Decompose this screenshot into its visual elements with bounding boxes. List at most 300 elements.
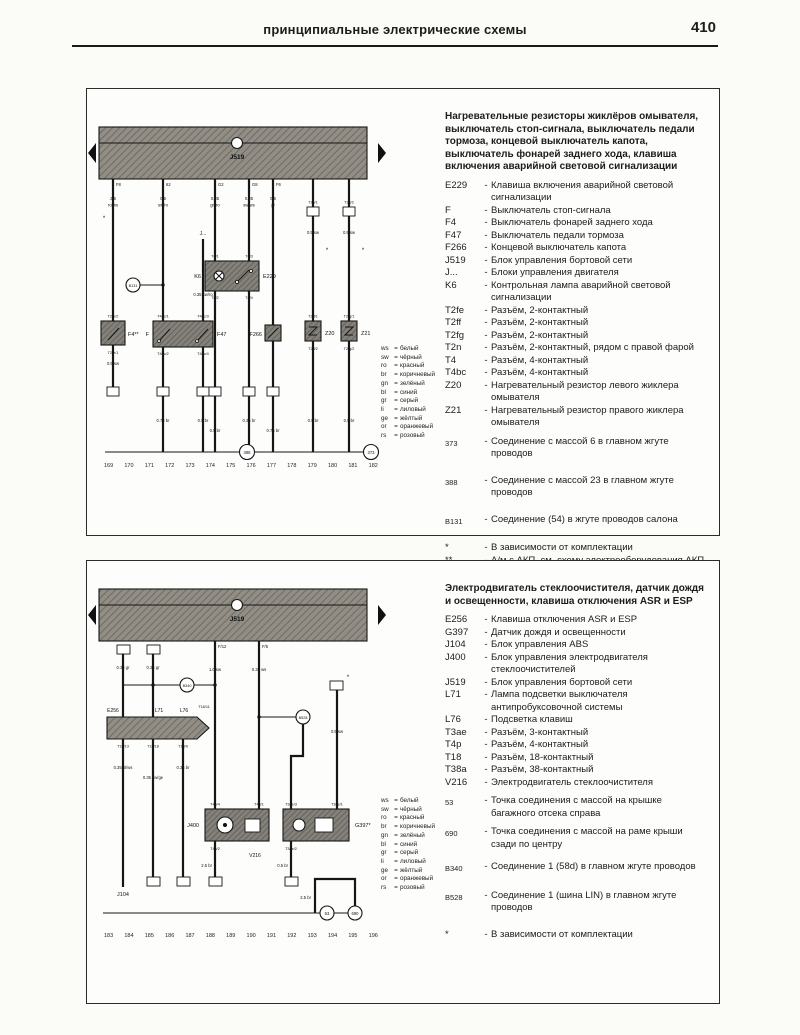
track-number: 169	[104, 463, 114, 469]
dash: -	[484, 626, 488, 638]
component-description: Разъём, 38-контактный	[491, 764, 594, 775]
svg-text:0.35 br: 0.35 br	[176, 765, 190, 770]
legend-row: B528 - Соединение 1 (шина LIN) в главном жгуте проводов	[445, 889, 677, 913]
svg-text:0.5 br: 0.5 br	[197, 418, 209, 423]
dash: -	[484, 317, 488, 328]
component-label-f: F	[145, 332, 149, 338]
legend-items	[445, 614, 707, 789]
color-abbr: gr	[381, 397, 387, 405]
component-code: F266	[445, 242, 467, 253]
legend-row	[445, 639, 707, 652]
component-z20	[305, 315, 334, 352]
component-code: E256	[445, 614, 468, 625]
svg-text:53: 53	[324, 911, 330, 916]
continuation-arrow-right-icon	[378, 605, 386, 625]
legend-row: * - В зависимости от комплектации	[445, 542, 633, 553]
equals: =	[394, 814, 398, 822]
wire-color-row	[381, 797, 443, 806]
track-number: 171	[144, 463, 154, 469]
pin-label: F6	[276, 182, 281, 187]
svg-text:0.35: 0.35	[244, 196, 254, 201]
wire-color-row	[381, 362, 443, 371]
color-abbr: bl	[381, 840, 386, 848]
track-number: 188	[205, 933, 215, 939]
wire-gauge-label: 0.5 sw	[106, 361, 120, 366]
svg-text:T18/13: T18/13	[117, 744, 129, 749]
svg-text:T4/4: T4/4	[245, 296, 253, 300]
component-label-j104: J104	[117, 892, 129, 898]
track-number: 190	[246, 933, 256, 939]
component-code: T18	[445, 751, 462, 763]
component-label-e256: E256	[107, 708, 119, 714]
color-abbr: li	[381, 857, 384, 865]
bus-label: J519	[229, 616, 245, 623]
svg-text:2.5 br: 2.5 br	[300, 895, 311, 900]
dash: -	[484, 776, 488, 788]
color-name: чёрный	[400, 353, 422, 361]
track-number: 181	[348, 463, 358, 469]
component-label-e229: E229	[263, 274, 276, 280]
legend-row	[445, 255, 707, 268]
track-number: 179	[307, 463, 317, 469]
dash: -	[484, 217, 488, 228]
component-code: K6	[445, 279, 457, 291]
color-abbr: gn	[381, 379, 389, 387]
component-code: T2fe	[445, 304, 465, 316]
dash: -	[484, 726, 488, 738]
component-code: E229	[445, 179, 468, 191]
color-name: жёлтый	[400, 866, 423, 874]
color-abbr: rs	[381, 884, 387, 892]
legend-row	[445, 689, 707, 714]
legend-row	[445, 727, 707, 740]
component-description: Концевой выключатель капота	[491, 242, 627, 253]
component-code: J400	[445, 651, 466, 663]
dash: -	[484, 614, 488, 625]
component-label-k6: K6	[194, 274, 201, 280]
svg-text:T2fg/2: T2fg/2	[343, 347, 355, 351]
star-mark: *	[361, 248, 365, 254]
sensor-icon	[293, 819, 305, 831]
svg-text:gr: gr	[271, 202, 275, 208]
component-description: Выключатель стоп-сигнала	[491, 204, 611, 216]
legend-row	[445, 405, 707, 430]
legend-row: B340 - Соединение 1 (58d) в главном жгуте проводов	[445, 861, 696, 873]
pin-label: G8	[252, 182, 258, 187]
svg-text:T2n/2: T2n/2	[344, 200, 354, 205]
equals: =	[394, 379, 398, 387]
header-divider	[72, 45, 718, 47]
svg-text:T2fe/1: T2fe/1	[107, 351, 119, 355]
svg-text:690: 690	[351, 911, 359, 916]
component-code: Z20	[445, 379, 462, 391]
legend-row: 690 - Точка соединения с массой на раме крыши сзади по центру	[445, 826, 683, 850]
pin-label: T18/11	[198, 705, 210, 709]
component-label-l76: L76	[179, 708, 189, 714]
svg-text:0.35 sw/ge: 0.35 sw/ge	[142, 775, 164, 780]
dash: -	[484, 764, 488, 775]
color-abbr: bl	[381, 388, 386, 396]
connector-t2n	[307, 201, 365, 255]
component-description: Разъём, 4-контактный	[491, 739, 589, 750]
component-code: V216	[445, 776, 468, 788]
svg-text:T4/1: T4/1	[211, 254, 219, 259]
component-label-f4: F4**	[128, 332, 139, 338]
svg-text:sw/ws: sw/ws	[243, 202, 255, 208]
svg-text:T4p/1: T4p/1	[254, 802, 264, 807]
component-code: T2n	[445, 342, 462, 353]
component-code: L71	[445, 689, 461, 700]
svg-text:0.5 br: 0.5 br	[343, 418, 355, 423]
continuation-arrow-left-icon	[88, 143, 96, 163]
track-number: 176	[246, 463, 256, 469]
component-description: Нагревательный резистор правого жиклера омывателя	[491, 404, 684, 428]
track-number: 187	[185, 933, 195, 939]
track-number-row	[104, 933, 378, 939]
wire-color-row	[381, 345, 443, 354]
svg-text:sw/ro: sw/ro	[157, 202, 169, 208]
star-mark: *	[325, 248, 329, 254]
component-description: Нагревательный резистор левого жиклера омывателя	[491, 379, 679, 403]
dash: -	[484, 342, 488, 353]
legend-row	[445, 230, 707, 243]
component-g397	[283, 803, 371, 852]
busbar-j519	[88, 589, 386, 641]
component-description: Блоки управления двигателя	[491, 267, 619, 278]
component-description: Клавиша отключения ASR и ESP	[491, 614, 638, 625]
track-number: 196	[368, 933, 378, 939]
svg-text:0.35 ws: 0.35 ws	[251, 667, 267, 672]
component-description: Контрольная лампа аварийной световой сигнализации	[491, 279, 671, 303]
color-abbr: ge	[381, 414, 389, 422]
track-number: 185	[144, 933, 154, 939]
component-description: Блок управления ABS	[491, 639, 589, 650]
color-abbr: ws	[381, 345, 389, 352]
track-number: 193	[307, 933, 317, 939]
engine-cu-label: J...	[199, 231, 207, 237]
component-description: Блок управления бортовой сети	[491, 676, 633, 688]
track-number: 178	[287, 463, 297, 469]
svg-text:0.5 br: 0.5 br	[209, 428, 221, 433]
svg-text:0.5 sw: 0.5 sw	[342, 230, 356, 235]
component-description: Разъём, 3-контактный	[491, 726, 589, 738]
equals: =	[394, 866, 398, 874]
svg-text:0.5 sw: 0.5 sw	[330, 729, 344, 734]
busbar-j519	[88, 127, 386, 179]
track-number: 175	[226, 463, 236, 469]
component-code: Z21	[445, 404, 462, 416]
dash: -	[484, 676, 488, 688]
svg-text:T4p/4: T4p/4	[210, 802, 220, 807]
page-header	[72, 14, 718, 44]
component-description: Выключатель фонарей заднего хода	[491, 217, 653, 228]
diagram-panel-washer-heaters	[86, 88, 720, 553]
continuation-arrow-left-icon	[88, 605, 96, 625]
wire-gauge-labels-top	[103, 196, 277, 222]
component-j400-v216	[187, 803, 269, 860]
component-code: T2ff	[445, 317, 462, 328]
legend-row	[445, 627, 707, 640]
legend-row	[445, 280, 707, 305]
component-description: Разъём, 2-контактный	[491, 329, 589, 341]
equals: =	[394, 414, 398, 422]
svg-text:B131: B131	[128, 283, 138, 288]
color-name: чёрный	[400, 805, 422, 813]
legend-row	[445, 714, 707, 727]
track-number: 189	[226, 933, 236, 939]
svg-text:T2ff/2: T2ff/2	[308, 347, 318, 351]
dash: -	[484, 254, 488, 266]
component-code: F4	[445, 217, 457, 228]
component-description: Лампа подсветки выключателя антипробуксовочной системы	[491, 689, 628, 713]
svg-text:T4bc/2: T4bc/2	[157, 352, 169, 356]
color-name: синий	[400, 840, 418, 848]
component-label-f47: F47	[217, 332, 227, 338]
svg-text:T3ae/1: T3ae/1	[331, 802, 343, 807]
svg-text:0.5 br: 0.5 br	[307, 418, 319, 423]
equals: =	[394, 884, 398, 892]
track-number: 182	[368, 463, 378, 469]
equals: =	[394, 840, 398, 848]
equals: =	[394, 371, 398, 379]
dash: -	[484, 204, 488, 216]
component-code: L76	[445, 714, 461, 725]
svg-text:0.35 gr: 0.35 gr	[146, 665, 160, 670]
dash: -	[484, 639, 488, 650]
svg-text:B528: B528	[298, 716, 308, 720]
wire-color-row	[381, 371, 443, 380]
color-name: коричневый	[400, 371, 435, 379]
svg-text:gn/ro: gn/ro	[210, 202, 220, 208]
component-label-l71: L71	[154, 708, 164, 714]
track-number: 180	[327, 463, 338, 469]
svg-text:T3ae/3: T3ae/3	[285, 802, 297, 807]
dash: -	[484, 304, 488, 316]
component-code: T4bc	[445, 367, 467, 378]
legend-row	[445, 217, 707, 230]
color-abbr: or	[381, 875, 387, 883]
legend-row	[445, 764, 707, 777]
dash: -	[484, 367, 488, 378]
color-name: красный	[400, 362, 425, 370]
color-name: зелёный	[400, 379, 425, 387]
track-number: 170	[124, 463, 134, 469]
legend-row	[445, 614, 707, 627]
legend-row	[445, 342, 707, 355]
wire-color-row	[381, 841, 443, 850]
component-description: Разъём, 4-контактный	[491, 354, 589, 366]
component-label-j400: J400	[187, 823, 199, 829]
wires	[123, 641, 337, 887]
equals: =	[394, 362, 398, 370]
panel1-legend	[445, 111, 707, 567]
color-abbr: or	[381, 423, 387, 431]
component-code: T4p	[445, 739, 462, 750]
color-name: жёлтый	[400, 414, 423, 422]
legend-row	[445, 652, 707, 677]
svg-text:0.5 sw: 0.5 sw	[306, 230, 320, 235]
svg-text:T18/18: T18/18	[147, 744, 159, 749]
bus-terminal-icon	[232, 600, 243, 611]
equals: =	[394, 823, 398, 831]
color-abbr: rs	[381, 432, 387, 440]
color-abbr: ws	[381, 797, 389, 804]
component-code: J519	[445, 254, 466, 266]
svg-text:2.5: 2.5	[110, 196, 116, 201]
ground-rail	[103, 879, 362, 920]
dash: -	[484, 279, 488, 291]
equals: =	[394, 805, 398, 813]
component-label-z21: Z21	[361, 331, 371, 337]
svg-text:0.35: 0.35	[210, 196, 220, 201]
track-number: 184	[124, 933, 134, 939]
dash: -	[484, 689, 488, 700]
component-description: Разъём, 4-контактный	[491, 367, 589, 378]
wire-color-key	[381, 345, 443, 441]
component-description: Блок управления электродвигателя стеклоочистителей	[491, 651, 648, 675]
component-code: J519	[445, 676, 466, 688]
bus-terminal-icon	[232, 138, 243, 149]
svg-text:T4bc/3: T4bc/3	[197, 314, 209, 319]
color-abbr: sw	[381, 353, 389, 361]
legend-row: B131 - Соединение (54) в жгуте проводов салона	[445, 513, 678, 526]
bus-pin-labels	[116, 182, 282, 187]
svg-text:B340: B340	[182, 684, 192, 688]
wire-color-row	[381, 423, 443, 432]
dash: -	[484, 751, 488, 763]
component-code: J...	[445, 267, 458, 278]
component-code: F	[445, 204, 451, 216]
svg-text:ro/ws: ro/ws	[107, 202, 119, 208]
star-mark: *	[102, 216, 106, 222]
component-f266	[249, 325, 281, 341]
equals: =	[394, 797, 398, 804]
color-abbr: ro	[381, 814, 387, 822]
connection-circles	[126, 278, 140, 292]
component-description: Разъём, 2-контактный	[491, 317, 589, 328]
dash: -	[484, 354, 488, 366]
legend-row	[445, 267, 707, 280]
wire-color-row	[381, 849, 443, 858]
svg-text:T4/3: T4/3	[245, 254, 253, 259]
pin-label: F/5	[262, 644, 269, 649]
equals: =	[394, 849, 398, 857]
color-name: розовый	[400, 432, 425, 440]
wire-color-row	[381, 814, 443, 823]
component-description: Разъём, 18-контактный	[491, 751, 594, 763]
dash: -	[484, 267, 488, 278]
panel2-legend	[445, 583, 707, 941]
component-description: Разъём, 2-контактный	[491, 304, 589, 316]
dash: -	[484, 739, 488, 750]
track-number: 174	[205, 463, 215, 469]
legend-row	[445, 242, 707, 255]
wire-color-row	[381, 432, 443, 441]
color-name: серый	[400, 849, 419, 857]
equals: =	[394, 405, 398, 413]
legend-row	[445, 380, 707, 405]
dash: -	[484, 379, 488, 391]
legend-row	[445, 180, 707, 205]
legend-items	[445, 180, 707, 430]
equals: =	[394, 353, 398, 361]
color-abbr: br	[381, 823, 387, 831]
pin-label: F/12	[218, 644, 227, 649]
component-description: Разъём, 2-контактный, рядом с правой фарой	[491, 342, 694, 353]
equals: =	[394, 388, 398, 396]
component-label-f266: F266	[249, 332, 262, 338]
svg-text:T3ae/2: T3ae/2	[285, 847, 297, 851]
wire-color-row	[381, 875, 443, 884]
wire-color-row	[381, 858, 443, 867]
track-number: 192	[287, 933, 297, 939]
component-code: T2fg	[445, 329, 465, 341]
svg-text:0.5 br: 0.5 br	[277, 863, 288, 868]
track-number: 186	[165, 933, 175, 939]
legend-row	[445, 739, 707, 752]
page-title: принципиальные электрические схемы	[263, 22, 527, 37]
svg-text:0.35 bl/ws: 0.35 bl/ws	[113, 765, 133, 770]
wire-color-row	[381, 380, 443, 389]
component-code: T3ae	[445, 726, 467, 738]
color-name: коричневый	[400, 823, 435, 831]
continuation-arrow-right-icon	[378, 143, 386, 163]
color-name: синий	[400, 388, 418, 396]
svg-text:T2fe/2: T2fe/2	[107, 314, 119, 319]
track-number: 183	[104, 933, 114, 939]
wire-gauge-label: 0.35 sw/ro	[193, 292, 213, 297]
legend-row	[445, 355, 707, 368]
legend-row: 388 - Соединение с массой 23 в главном жгуте проводов	[445, 474, 674, 498]
legend-title: Нагревательные резисторы жиклёров омывателя, выключатель стоп-сигнала, выключатель педали тормоза, концевой выключатель капота, выключатель фонарей заднего хода, клавиша включения аварийной световой сигнализации	[445, 111, 699, 172]
color-abbr: sw	[381, 805, 389, 813]
pin-label: 62	[166, 182, 171, 187]
track-number: 194	[327, 933, 338, 939]
svg-text:2.5 br: 2.5 br	[201, 863, 212, 868]
component-code: T4	[445, 354, 457, 366]
color-abbr: ge	[381, 866, 389, 874]
wire-color-row	[381, 406, 443, 415]
svg-text:T4bc/1: T4bc/1	[157, 314, 169, 319]
inline-connector-boxes	[107, 387, 279, 396]
star-mark: *	[346, 675, 350, 681]
diagram-panel-wiper-rain-sensor	[86, 560, 720, 1004]
svg-text:T4p/2: T4p/2	[210, 847, 220, 851]
legend-row	[445, 367, 707, 380]
svg-text:T2fg/1: T2fg/1	[343, 314, 355, 319]
legend-row	[445, 677, 707, 690]
svg-text:0.35 br: 0.35 br	[242, 418, 256, 423]
pin-label: F8	[116, 182, 121, 187]
equals: =	[394, 423, 398, 431]
equals: =	[394, 345, 398, 352]
component-description: Электродвигатель стеклоочистителя	[491, 776, 653, 788]
track-number: 177	[266, 463, 277, 469]
color-name: красный	[400, 814, 425, 822]
legend-row	[445, 752, 707, 765]
track-number: 173	[185, 463, 195, 469]
color-name: белый	[400, 345, 419, 352]
wire-gauge-labels-ground	[156, 418, 354, 433]
legend-row	[445, 777, 707, 790]
lower-connectors	[117, 863, 298, 898]
svg-text:0.75 br: 0.75 br	[156, 418, 170, 423]
component-label-v216: V216	[249, 853, 261, 859]
wire-color-row	[381, 397, 443, 406]
component-label-z20: Z20	[325, 331, 335, 337]
color-name: белый	[400, 797, 419, 804]
track-number: 195	[348, 933, 358, 939]
